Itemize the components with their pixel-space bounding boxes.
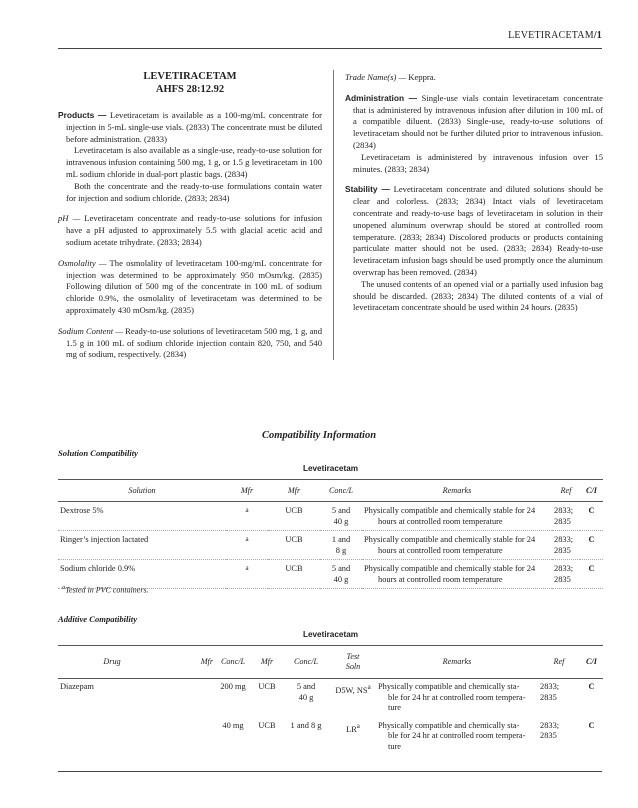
cell-mfr (226, 502, 268, 531)
cell-mfr (166, 718, 214, 757)
col-remarks: Remarks (442, 657, 472, 666)
administration-text: Single-use vials contain levetiracetam concentrate that is administered by intravenous infusion after dilution in 100 mL of a compatible diluent. (2833) Single-use, ready-to-use solutions of levetiracetam should not be further diluted prior to intravenous infusion. (2834) (353, 92, 603, 150)
ref-line-2: 2835 (554, 546, 571, 555)
conc-line-1: 5 and (331, 506, 351, 515)
trade-name-label: Trade Name(s) — (345, 72, 407, 82)
cell-test-soln (330, 718, 376, 757)
osmolality-label: Osmolality — (58, 257, 107, 268)
col-drug: Drug (103, 657, 121, 666)
stability-text: Levetiracetam concentrate and diluted solutions should be clear and colorless. (2833; 2834) Intact vials of levetiracetam concentrate and ready-to-use bags of levetiracetam in solution in their unopened aluminum overwrap should be stored at controlled room temperature. (2833; 2834) Discolored products or products containing particulate matter should not be used. (2833; 2834) Ready-to-use levetiracetam infusion bags should be used promptly once the aluminum overwrap has been removed. (2834) (353, 184, 603, 277)
col-test-soln (330, 646, 376, 679)
conc-line-2: 40 g (333, 575, 349, 584)
col-mfr-2: Mfr (287, 486, 301, 495)
page-number: /1 (593, 30, 602, 41)
table-row (58, 502, 603, 531)
col-ci: C/I (586, 657, 597, 666)
footnote-ref: a (245, 564, 249, 572)
footnote-text: Tested in PVC containers. (65, 585, 149, 595)
ref-line-1: 2833; (554, 506, 574, 515)
col-conc: Conc/L (220, 657, 246, 666)
cell-solution: Ringer’s injection lactated (60, 535, 149, 544)
cell-remarks (362, 531, 552, 560)
ref-line-1: 2833; (540, 682, 560, 691)
soln-label: Soln (345, 662, 361, 671)
col-solution: Solution (128, 486, 156, 495)
conc-line-1: 1 and (331, 535, 351, 544)
remarks-line-1: Physically compatible and chemically stable for 24 (364, 564, 536, 573)
cell-solution: Dextrose 5% (60, 506, 104, 515)
cell-mfr (226, 531, 268, 560)
ph-text: Levetiracetam concentrate and ready-to-use solutions for infusion have a pH adjusted to approximately 5.5 with glacial acetic acid and sodium acetate trihydrate. (2833; 2834) (66, 213, 322, 247)
cell-ref (538, 679, 580, 718)
col-remarks: Remarks (442, 486, 472, 495)
cell-mfr-2: UCB (258, 720, 276, 730)
table-row (58, 679, 603, 718)
administration-label: Administration — (345, 92, 418, 103)
cell-mfr-2: UCB (285, 535, 303, 544)
remarks-line-2: ble for 24 hr at controlled room tempera- (388, 692, 526, 702)
cell-ref (538, 718, 580, 757)
test-label: Test (346, 652, 360, 661)
solution-drug-name: Levetiracetam (302, 464, 359, 473)
cell-ci: C (588, 682, 595, 691)
products-text: Levetiracetam is available as a 100-mg/mL concentrate for injection in 5-mL single-use vials. (2833) The concentrate must be diluted before administration. (2833) (66, 110, 323, 144)
remarks-line-2: ble for 24 hr at controlled room tempera- (388, 731, 526, 740)
ref-line-1: 2833; (554, 564, 574, 573)
additive-compat-heading: Additive Compatibility (58, 614, 138, 624)
col-conc-2: Conc/L (293, 657, 319, 666)
cell-ref (552, 531, 580, 560)
solution-compat-heading: Solution Compatibility (58, 448, 138, 458)
running-header (508, 30, 602, 41)
cell-remarks (376, 718, 538, 757)
ref-line-2: 2835 (540, 731, 557, 740)
cell-conc: 40 mg (222, 720, 244, 730)
products-text-3: Both the concentrate and the ready-to-use formulations contain water for injection and sodium chloride. (2833; 2834) (66, 180, 322, 203)
stability-text-2: The unused contents of an opened vial or a partially used infusion bag should be discarded. (2833; 2834) The diluted contents of a vial of levetiracetam concentrate should be used within 24 hours. (2835) (353, 278, 603, 313)
ref-line-2: 2835 (554, 517, 571, 526)
table-row (58, 718, 603, 757)
cell-conc: 200 mg (220, 682, 246, 691)
remarks-line-3: ture (388, 703, 402, 712)
remarks-line-1: Physically compatible and chemically sta- (378, 720, 520, 730)
ref-line-1: 2833; (540, 720, 560, 730)
cell-remarks (376, 679, 538, 718)
solution-compat-table (58, 479, 603, 589)
administration-section (345, 93, 603, 176)
left-column (58, 70, 322, 370)
ph-section (58, 213, 322, 248)
footnote-ref: a (245, 535, 249, 543)
remarks-line-3: ture (388, 741, 402, 751)
col-ref: Ref (553, 657, 565, 666)
sodium-section (58, 326, 322, 361)
cell-ci: C (588, 720, 595, 730)
cell-conc-2 (282, 718, 330, 757)
additive-drug-name: Levetiracetam (302, 630, 359, 639)
remarks-line-1: Physically compatible and chemically stable for 24 (364, 535, 536, 544)
administration-text-2: Levetiracetam is administered by intravenous infusion over 15 minutes. (2833; 2834) (353, 151, 603, 174)
remarks-line-1: Physically compatible and chemically sta- (378, 682, 520, 691)
cell-ci: C (588, 564, 595, 573)
trade-name-section (345, 72, 603, 84)
osmolality-section (58, 258, 322, 317)
col-ref: Ref (560, 486, 572, 495)
top-rule (58, 48, 602, 49)
cell-mfr (226, 560, 268, 589)
products-text-2: Levetiracetam is also available as a single-use, ready-to-use solution for intravenous infusion containing 500 mg, 1 g, or 1.5 g levetiracetam in 100 mL sodium chloride in dual-port plastic bags. (2834) (66, 145, 322, 179)
footnote-ref: a (356, 721, 360, 730)
cell-drug: Diazepam (60, 682, 94, 691)
cell-conc (320, 560, 362, 589)
remarks-line-2: hours at controlled room temperature (378, 546, 503, 555)
footnote-ref: a (245, 506, 249, 514)
conc-line-1: 5 and (331, 564, 351, 573)
col-mfr-2: Mfr (260, 657, 274, 666)
right-column (345, 72, 603, 323)
products-section (58, 110, 322, 204)
conc-line-2: 40 g (333, 517, 349, 526)
cell-remarks (362, 560, 552, 589)
col-ci: C/I (586, 486, 597, 495)
remarks-line-2: hours at controlled room temperature (378, 517, 503, 526)
col-conc: Conc/L (328, 486, 354, 495)
ref-line-2: 2835 (540, 692, 557, 702)
stability-label: Stability — (345, 184, 390, 195)
footnote-mark: a (62, 584, 66, 591)
remarks-line-1: Physically compatible and chemically stable for 24 (364, 506, 536, 515)
cell-conc (320, 502, 362, 531)
column-divider (333, 70, 334, 360)
cell-ref (552, 560, 580, 589)
cell-conc-2 (282, 679, 330, 718)
sodium-text: Ready-to-use solutions of levetiracetam 500 mg, 1 g, and 1.5 g in 100 mL of sodium chloride injection contain 820, 750, and 540 mg of sodium, respectively. (2834) (66, 325, 322, 360)
remarks-line-2: hours at controlled room temperature (378, 575, 503, 584)
ref-line-1: 2833; (554, 535, 574, 544)
col-mfr: Mfr (200, 657, 213, 666)
products-label: Products — (58, 110, 107, 120)
cell-remarks (362, 502, 552, 531)
bottom-rule (58, 771, 602, 772)
cell-ci: C (588, 535, 595, 544)
cell-mfr-2: UCB (285, 564, 303, 573)
cell-mfr-2: UCB (285, 506, 303, 515)
cell-mfr (166, 679, 214, 718)
cell-ci: C (588, 506, 595, 515)
cell-drug (58, 718, 166, 757)
col-mfr: Mfr (240, 486, 254, 495)
solution-footnote (62, 584, 149, 595)
ph-label: pH — (58, 213, 81, 224)
additive-compat-table (58, 645, 603, 756)
ref-line-2: 2835 (554, 575, 571, 584)
cell-solution: Sodium chloride 0.9% (60, 564, 136, 573)
footnote-ref: a (367, 683, 371, 691)
conc-line-2: 40 g (298, 692, 314, 702)
soln-text: LR (346, 724, 357, 734)
trade-name-text: Keppra. (406, 72, 436, 82)
compatibility-title: Compatibility Information (261, 430, 377, 441)
osmolality-text: The osmolality of levetiracetam 100-mg/mL concentrate for injection was determined to be approximately 950 mOsm/kg. (2835) Following dilution of 500 mg of the concentrate in 100 mL of sodium chloride 0.9%, the osmolality of levetiracetam was determined to be approximately 430 mOsm/kg. (2835) (66, 257, 322, 315)
cell-test-soln (330, 679, 376, 718)
stability-section (345, 184, 603, 314)
table-header-row (58, 480, 603, 502)
ahfs-class: AHFS 28:12.92 (155, 84, 225, 95)
soln-text: D5W, NS (335, 685, 368, 695)
monograph-title: LEVETIRACETAM (143, 71, 237, 82)
cell-conc (320, 531, 362, 560)
table-row (58, 531, 603, 560)
sodium-label: Sodium Content — (58, 325, 123, 336)
conc-line-1: 5 and (296, 682, 316, 691)
running-title: LEVETIRACETAM (508, 30, 594, 41)
conc-line-1: 1 and 8 g (290, 720, 322, 730)
cell-mfr-2: UCB (258, 682, 276, 691)
table-header-row (58, 646, 603, 679)
cell-ref (552, 502, 580, 531)
conc-line-2: 8 g (335, 546, 347, 555)
